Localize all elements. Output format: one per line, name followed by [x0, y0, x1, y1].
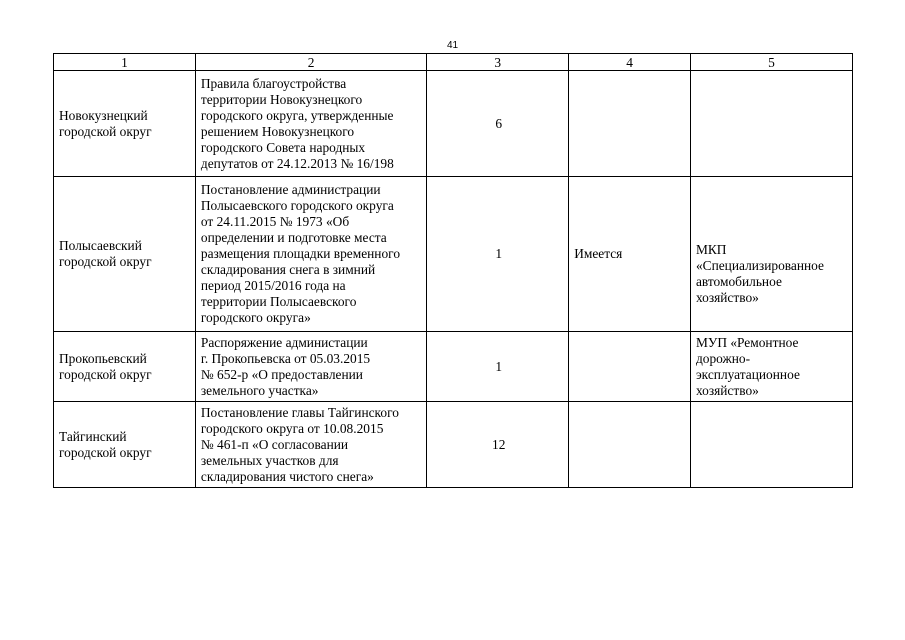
document-cell: Постановление главы Тайгинского городского округа от 10.08.2015 № 461-п «О согласовании земельных участков для складирования чистого снега»	[195, 402, 426, 488]
document-cell: Распоряжение администации г. Прокопьевска от 05.03.2015 № 652-р «О предоставлении земельного участка»	[195, 332, 426, 402]
availability-cell	[569, 402, 691, 488]
table-row	[54, 71, 853, 177]
table-row	[54, 332, 853, 402]
territory-cell: Тайгинский городской округ	[54, 402, 196, 488]
count-cell: 1	[427, 332, 569, 402]
territory-cell: Прокопьевский городской округ	[54, 332, 196, 402]
column-header-1: 1	[54, 54, 196, 71]
page-number: 41	[446, 40, 459, 51]
count-cell: 12	[427, 402, 569, 488]
territory-cell: Полысаевский городской округ	[54, 177, 196, 332]
availability-cell	[569, 332, 691, 402]
availability-cell	[569, 71, 691, 177]
column-header-3: 3	[427, 54, 569, 71]
column-header-4: 4	[569, 54, 691, 71]
organization-cell: МУП «Ремонтное дорожно- эксплуатационное хозяйство»	[690, 332, 852, 402]
table-row	[54, 402, 853, 488]
header-row	[54, 54, 853, 71]
organization-cell	[690, 402, 852, 488]
organization-cell: МКП «Специализированное автомобильное хозяйство»	[690, 177, 852, 332]
table-row	[54, 177, 853, 332]
document-cell: Правила благоустройства территории Новокузнецкого городского округа, утвержденные решением Новокузнецкого городского Совета народных депутатов от 24.12.2013 № 16/198	[195, 71, 426, 177]
column-header-5: 5	[690, 54, 852, 71]
document-cell: Постановление администрации Полысаевского городского округа от 24.11.2015 № 1973 «Об определении и подготовке места размещения площадки временного складирования снега в зимний период 2015/2016 года на территории Полысаевского городского округа»	[195, 177, 426, 332]
column-header-2: 2	[195, 54, 426, 71]
organization-cell	[690, 71, 852, 177]
territory-cell: Новокузнецкий городской округ	[54, 71, 196, 177]
count-cell: 1	[427, 177, 569, 332]
data-table	[53, 53, 853, 488]
count-cell: 6	[427, 71, 569, 177]
availability-cell: Имеется	[569, 177, 691, 332]
